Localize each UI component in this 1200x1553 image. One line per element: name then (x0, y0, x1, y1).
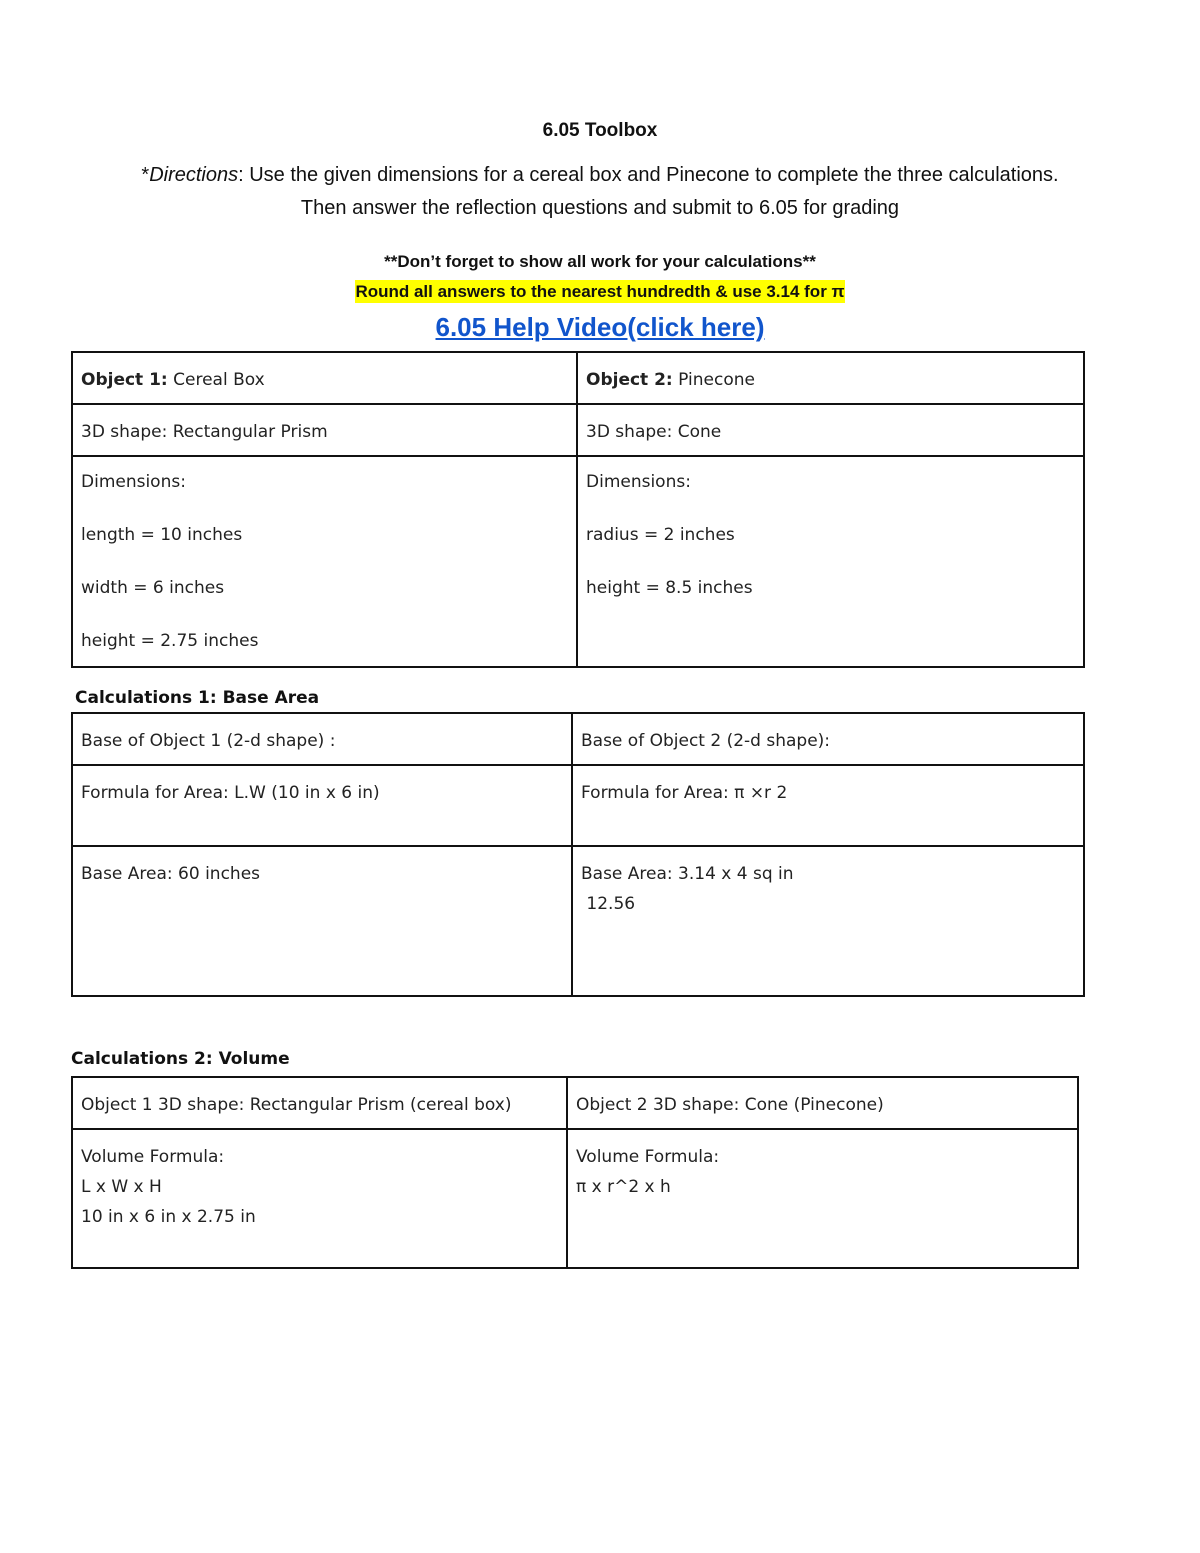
dimension-length: length = 10 inches (81, 525, 243, 545)
object-2-value: Pinecone (672, 370, 755, 390)
dimension-height: height = 2.75 inches (81, 631, 259, 651)
directions-line-1 (0, 164, 1200, 187)
volume-formula-heading: Volume Formula: (81, 1147, 225, 1167)
object-1-label: Object 1: (81, 370, 168, 390)
base-area-2-line-2: 12.56 (581, 894, 636, 914)
dimension-height: height = 8.5 inches (586, 578, 753, 598)
object-1-shape: 3D shape: Rectangular Prism (72, 404, 577, 456)
objects-table (71, 351, 1085, 668)
directions-line-2: Then answer the reflection questions and submit to 6.05 for grading (300, 197, 900, 219)
base-area-2-line-1: Base Area: 3.14 x 4 sq in (581, 864, 794, 884)
dimensions-heading: Dimensions: (81, 472, 186, 492)
volume-formula-heading: Volume Formula: (576, 1147, 720, 1167)
object-2-cell (577, 352, 1084, 404)
rounding-highlight: Round all answers to the nearest hundredth & use 3.14 for π (355, 282, 845, 301)
volume-object-1-shape: Object 1 3D shape: Rectangular Prism (cereal box) (72, 1077, 567, 1129)
base-area-1: Base Area: 60 inches (72, 846, 572, 996)
rounding-note (0, 282, 1200, 302)
object-2-shape: 3D shape: Cone (577, 404, 1084, 456)
object-1-cell (72, 352, 577, 404)
directions-text: : Use the given dimensions for a cereal box and Pinecone to complete the three calculations. (238, 164, 1059, 186)
calculations-1-heading: Calculations 1: Base Area (75, 688, 320, 708)
volume-object-2-shape: Object 2 3D shape: Cone (Pinecone) (567, 1077, 1078, 1129)
directions-prefix: * (141, 164, 150, 186)
volume-formula-1 (72, 1129, 567, 1268)
directions-label: Directions (149, 164, 239, 186)
calculations-2-heading: Calculations 2: Volume (71, 1049, 290, 1069)
object-2-label: Object 2: (586, 370, 673, 390)
help-video-row (0, 312, 1200, 343)
volume-formula-expression: π x r^2 x h (576, 1177, 671, 1197)
area-formula-1: Formula for Area: L.W (10 in x 6 in) (72, 765, 572, 846)
dimension-width: width = 6 inches (81, 578, 225, 598)
show-work-reminder: **Don’t forget to show all work for your calculations** (384, 252, 816, 271)
volume-formula-2 (567, 1129, 1078, 1268)
base-object-2: Base of Object 2 (2-d shape): (572, 713, 1084, 765)
volume-formula-substitution: 10 in x 6 in x 2.75 in (81, 1207, 256, 1227)
object-1-dimensions (72, 456, 577, 667)
dimensions-heading: Dimensions: (586, 472, 691, 492)
base-area-2 (572, 846, 1084, 996)
object-1-value: Cereal Box (167, 370, 265, 390)
volume-formula-expression: L x W x H (81, 1177, 162, 1197)
help-video-link[interactable]: 6.05 Help Video(click here) (435, 312, 765, 342)
volume-table (71, 1076, 1079, 1269)
dimension-radius: radius = 2 inches (586, 525, 735, 545)
area-formula-2: Formula for Area: π ×r 2 (572, 765, 1084, 846)
object-2-dimensions (577, 456, 1084, 667)
page-title: 6.05 Toolbox (542, 120, 658, 141)
base-object-1: Base of Object 1 (2-d shape) : (72, 713, 572, 765)
base-area-table (71, 712, 1085, 997)
